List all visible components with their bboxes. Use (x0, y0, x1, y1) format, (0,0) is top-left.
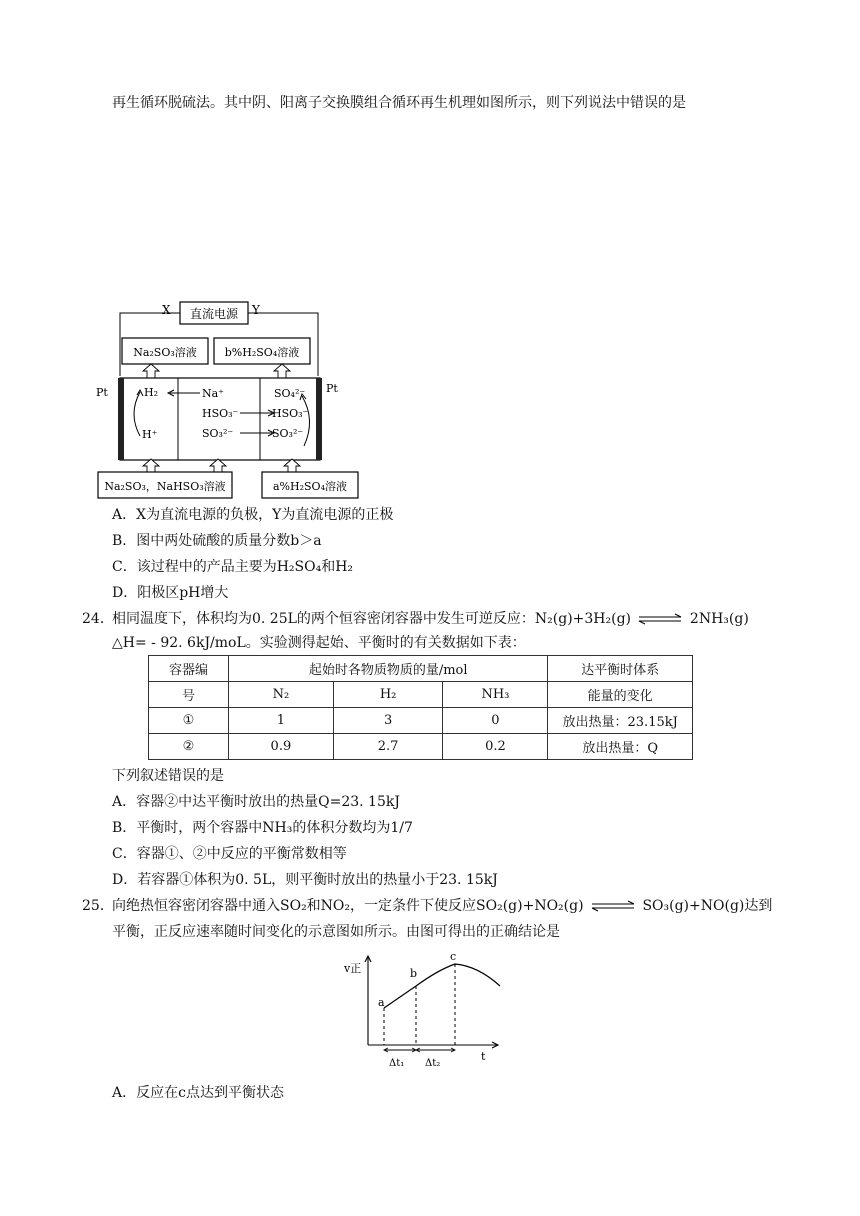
q25-stem-product: SO₃(g)+NO(g)达到 (642, 898, 773, 914)
th-energy-2: 能量的变化 (548, 682, 693, 708)
row2-id: ② (149, 734, 229, 760)
top-right-box-label: b%H₂SO₄溶液 (224, 346, 300, 359)
label-x: X (162, 303, 171, 317)
row1-id: ① (149, 708, 229, 734)
row1-h2: 3 (333, 708, 443, 734)
bottom-right-box-label: a%H₂SO₄溶液 (273, 480, 347, 493)
th-energy-1: 达平衡时体系 (548, 656, 693, 682)
q25-number: 25． (82, 898, 114, 914)
q23-option-a: A．X为直流电源的负极，Y为直流电源的正极 (112, 507, 394, 523)
q24-lead: 下列叙述错误的是 (112, 768, 224, 784)
intro-text: 再生循环脱硫法。其中阴、阳离子交换膜组合循环再生机理如图所示，则下列说法中错误的是 (112, 95, 686, 111)
q23-option-b: B．图中两处硫酸的质量分数b＞a (112, 533, 322, 549)
graph-point-a: a (378, 996, 385, 1009)
th-container-1: 容器编 (149, 656, 229, 682)
th-n2: N₂ (229, 682, 334, 708)
label-y: Y (252, 303, 260, 317)
na-label: Na⁺ (202, 387, 224, 400)
arrow-up-left (143, 364, 159, 378)
h2-label: H₂ (144, 386, 159, 399)
th-container-2: 号 (149, 682, 229, 708)
q24-stem-product: 2NH₃(g) (689, 611, 749, 627)
rate-time-graph (338, 950, 508, 1072)
equilibrium-arrow-icon (637, 613, 683, 625)
q23-option-d: D．阳极区pH增大 (112, 585, 229, 601)
row2-n2: 0.9 (229, 734, 334, 760)
row1-energy: 放出热量：23.15kJ (548, 708, 693, 734)
equilibrium-arrow-icon (590, 900, 636, 912)
q25-stem-line1 (112, 896, 772, 916)
so4-label: SO₄²⁻ (274, 387, 306, 400)
graph-point-b: b (410, 967, 418, 980)
graph-xlabel: t (481, 1050, 486, 1063)
rate-curve (384, 964, 500, 1008)
electrolysis-diagram (90, 296, 370, 506)
table-row (149, 734, 693, 760)
arrow-up-br (284, 459, 300, 472)
pt-left: Pt (96, 386, 108, 399)
q24-option-d: D．若容器①体积为0. 5L，则平衡时放出的热量小于23. 15kJ (112, 872, 498, 888)
graph-dt1: Δt₁ (389, 1058, 405, 1069)
pt-right: Pt (326, 382, 338, 395)
graph-ylabel: v正 (344, 962, 362, 975)
th-h2: H₂ (333, 682, 443, 708)
q24-stem-line2: △H= - 92. 6kJ/moL。实验测得起始、平衡时的有关数据如下表： (112, 635, 526, 651)
q25-option-a: A．反应在c点达到平衡状态 (112, 1085, 284, 1101)
so3-right-label: SO₃²⁻ (272, 427, 304, 440)
bottom-left-box-label: Na₂SO₃，NaHSO₃溶液 (104, 480, 226, 493)
graph-dt2: Δt₂ (425, 1058, 441, 1069)
q25-stem-line2: 平衡，正反应速率随时间变化的示意图如所示。由图可得出的正确结论是 (112, 924, 560, 940)
hplus-label: H⁺ (142, 428, 158, 441)
q25-stem-text: 向绝热恒容密闭容器中通入SO₂和NO₂，一定条件下使反应SO₂(g)+NO₂(g) (112, 898, 584, 914)
q24-option-a: A．容器②中达平衡时放出的热量Q=23. 15kJ (112, 794, 400, 810)
th-start: 起始时各物质物质的量/mol (229, 656, 548, 682)
q24-number: 24． (82, 611, 114, 627)
top-left-box-label: Na₂SO₃溶液 (133, 346, 197, 359)
power-label: 直流电源 (189, 307, 239, 321)
q24-option-c: C．容器①、②中反应的平衡常数相等 (112, 846, 347, 862)
row2-nh3: 0.2 (443, 734, 548, 760)
row2-h2: 2.7 (333, 734, 443, 760)
q24-option-b: B．平衡时，两个容器中NH₃的体积分数均为1/7 (112, 820, 413, 836)
hso3-left-label: HSO₃⁻ (202, 407, 239, 420)
graph-point-c: c (450, 950, 457, 963)
hso3-right-label: HSO₃⁻ (272, 407, 309, 420)
so3-left-label: SO₃²⁻ (202, 427, 234, 440)
row1-nh3: 0 (443, 708, 548, 734)
q23-option-c: C．该过程中的产品主要为H₂SO₄和H₂ (112, 559, 354, 575)
q24-stem-line1 (112, 609, 749, 629)
left-electrode (118, 378, 124, 460)
th-nh3: NH₃ (443, 682, 548, 708)
row1-n2: 1 (229, 708, 334, 734)
q24-table (148, 655, 693, 760)
table-row (149, 708, 693, 734)
q24-stem-text: 相同温度下，体积均为0. 25L的两个恒容密闭容器中发生可逆反应：N₂(g)+3H₂(g) (112, 611, 632, 627)
arrow-up-bl2 (210, 459, 226, 472)
arrow-up-right (274, 364, 290, 378)
row2-energy: 放出热量：Q (548, 734, 693, 760)
arrow-up-bl1 (143, 459, 159, 472)
right-electrode (316, 378, 322, 460)
